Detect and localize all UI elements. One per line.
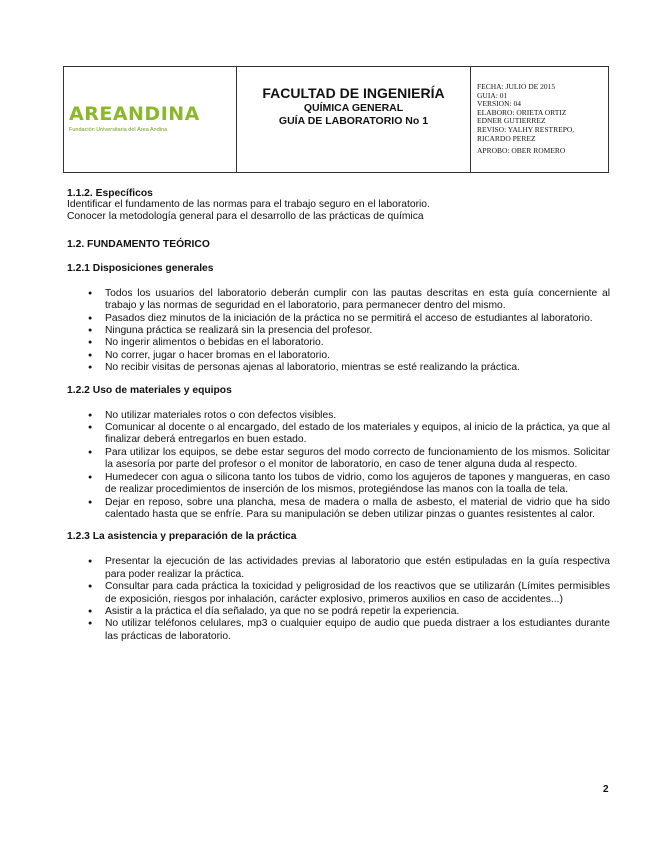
list-item: ● Pasados diez minutos de la iniciación de la práctica no se permitirá el acceso de estudiantes al laboratorio. <box>67 313 610 325</box>
heading-materiales: 1.2.2 Uso de materiales y equipos <box>67 384 232 396</box>
list-item: ● No ingerir alimentos o bebidas en el laboratorio. <box>67 337 610 349</box>
heading-fundamento: 1.2. FUNDAMENTO TEÓRICO <box>67 238 210 250</box>
list-item: ● Comunicar al docente o al encargado, del estado de los materiales y equipos, al inicio de la práctica, ya que al finalizar deberá entregarlos en buen estado. <box>67 422 610 447</box>
logo-subtitle: Fundación Universitaria del Área Andina <box>69 127 168 133</box>
heading-disposiciones: 1.2.1 Disposiciones generales <box>67 262 214 274</box>
list-asistencia <box>67 556 610 643</box>
areandina-logo: AREANDINA <box>69 103 200 125</box>
list-disposiciones <box>67 288 610 375</box>
guide-title: GUÍA DE LABORATORIO No 1 <box>278 115 429 127</box>
meta-elaboro-2: EDNER GUTIERREZ <box>477 116 546 126</box>
document-body <box>67 188 610 643</box>
heading-asistencia: 1.2.3 La asistencia y preparación de la práctica <box>67 531 297 543</box>
course-title: QUÍMICA GENERAL <box>303 102 404 114</box>
list-item: ● No utilizar materiales rotos o con defectos visibles. <box>67 410 610 422</box>
meta-reviso: REVISO: YALHY RESTREPO, <box>477 124 575 134</box>
list-item: ● No utilizar teléfonos celulares, mp3 o cualquier equipo de audio que pueda distraer a los estudiantes durante las prácticas de laboratorio. <box>67 618 610 643</box>
list-item: ● Dejar en reposo, sobre una plancha, mesa de madera o malla de asbesto, el material de vidrio que ha sido calentado hasta que se enfríe. Para su manipulación se deben utilizar pinzas o guantes resistentes al calor. <box>67 497 610 522</box>
meta-elaboro: ELABORO: ORIETA ORTIZ <box>477 107 567 117</box>
heading-especificos: 1.1.2. Específicos <box>67 188 153 199</box>
title-cell <box>237 67 471 172</box>
paragraph-line: Conocer la metodología general para el desarrollo de las prácticas de química <box>67 211 424 223</box>
page-number: 2 <box>603 784 609 795</box>
meta-fecha: FECHA: JULIO DE 2015 <box>477 82 556 91</box>
logo-cell <box>64 67 237 172</box>
list-item: ● No correr, jugar o hacer bromas en el laboratorio. <box>67 350 610 362</box>
document-metadata <box>471 67 608 172</box>
document-header <box>63 66 609 173</box>
meta-reviso-2: RICARDO PEREZ <box>477 133 536 143</box>
list-item: ● No recibir visitas de personas ajenas al laboratorio, mientras se esté realizando la práctica. <box>67 362 610 374</box>
meta-guia: GUIA: 01 <box>477 90 508 100</box>
list-item: ● Todos los usuarios del laboratorio deberán cumplir con las pautas descritas en esta guía concerniente al trabajo y las normas de seguridad en el laboratorio, para permanecer dentro del mismo. <box>67 288 610 313</box>
list-item: ● Consultar para cada práctica la toxicidad y peligrosidad de los reactivos que se utilizarán (Límites permisibles de exposición, riesgos por inhalación, carácter explosivo, primeros auxilios en caso de accidentes...) <box>67 581 610 606</box>
list-item: ● Para utilizar los equipos, se debe estar seguros del modo correcto de funcionamiento de los mismos. Solicitar la asesoría por parte del profesor o el monitor de laboratorio, en caso de tener alguna duda al respecto. <box>67 447 610 472</box>
list-item: ● Presentar la ejecución de las actividades previas al laboratorio que estén estipuladas en la guía respectiva para poder realizar la práctica. <box>67 556 610 581</box>
meta-version: VERSION: 04 <box>477 99 521 109</box>
list-materiales <box>67 410 610 522</box>
list-item: ● Ninguna práctica se realizará sin la presencia del profesor. <box>67 325 610 337</box>
list-item: ● Humedecer con agua o silicona tanto los tubos de vidrio, como los agujeros de tapones y mangueras, en caso de realizar procedimientos de inserción de los mismos, protegiéndose las manos con la toalla de tela. <box>67 472 610 497</box>
list-item: ● Asistir a la práctica el día señalado, ya que no se podrá repetir la experiencia. <box>67 606 610 618</box>
meta-aprobo: APROBO: OBER ROMERO <box>477 146 566 156</box>
paragraph-line: Identificar el fundamento de las normas para el trabajo seguro en el laboratorio. <box>67 199 430 210</box>
faculty-title: FACULTAD DE INGENIERÍA <box>262 85 445 101</box>
